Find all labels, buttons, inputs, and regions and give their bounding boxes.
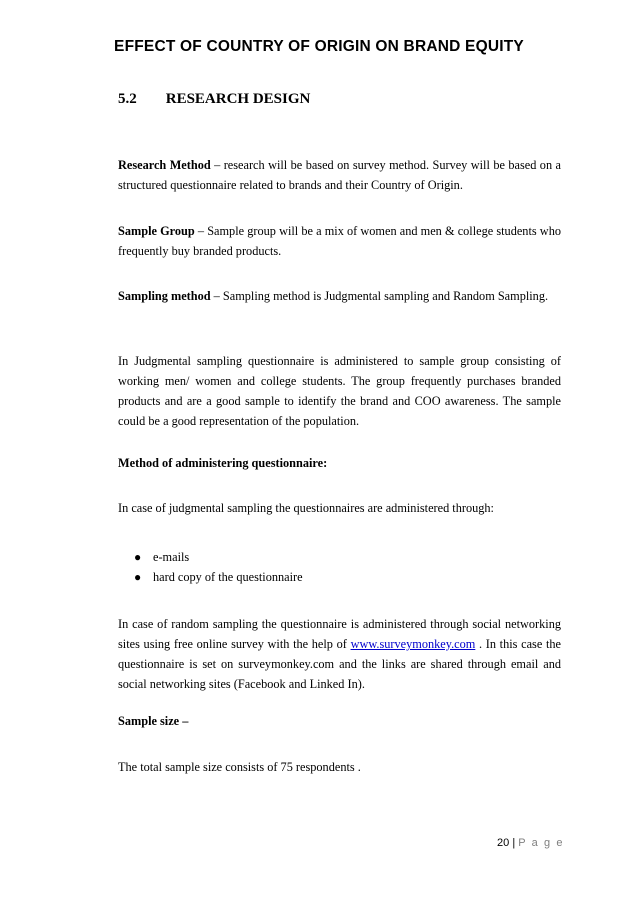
list-item-label: e-mails bbox=[153, 550, 190, 564]
section-title: RESEARCH DESIGN bbox=[165, 91, 311, 107]
section-number: 5.2 bbox=[118, 91, 137, 107]
sample-group-label: Sample Group bbox=[118, 224, 195, 238]
sampling-method-text: – Sampling method is Judgmental sampling and Random Sampling. bbox=[210, 289, 549, 303]
sample-size-label: Sample size – bbox=[118, 714, 189, 728]
administration-list bbox=[118, 547, 548, 587]
random-text-before: In case of random sampling the questionnaire is administered through social networking sites using free online survey with the help of bbox=[118, 617, 561, 651]
bullet-icon: ● bbox=[134, 550, 142, 564]
list-item bbox=[118, 547, 548, 567]
method-heading-label: Method of administering questionnaire: bbox=[118, 456, 328, 470]
sample-group-paragraph bbox=[118, 221, 561, 261]
sample-size-paragraph: The total sample size consists of 75 respondents . bbox=[118, 760, 361, 774]
page-number: 20 bbox=[497, 837, 510, 849]
page-label: P a g e bbox=[518, 837, 565, 849]
research-method-paragraph bbox=[118, 155, 561, 195]
judgmental-sampling-paragraph: In Judgmental sampling questionnaire is administered to sample group consisting of working men/ women and college students. The group frequently purchases branded products and are a good sample to identify the brand and COO awareness. The sample could be a good representation of the population. bbox=[118, 354, 561, 428]
sampling-method-label: Sampling method bbox=[118, 289, 211, 303]
page-footer bbox=[497, 837, 564, 849]
research-method-label: Research Method bbox=[118, 158, 211, 172]
list-item-label: hard copy of the questionnaire bbox=[153, 570, 303, 584]
bullet-icon: ● bbox=[134, 570, 142, 584]
method-heading bbox=[118, 453, 561, 473]
judgmental-case-paragraph: In case of judgmental sampling the questionnaires are administered through: bbox=[118, 501, 494, 515]
sample-size-heading bbox=[118, 711, 561, 731]
section-heading bbox=[118, 91, 310, 108]
surveymonkey-link[interactable]: www.surveymonkey.com bbox=[350, 637, 476, 651]
page-header-title: EFFECT OF COUNTRY OF ORIGIN ON BRAND EQUITY bbox=[114, 38, 524, 55]
sample-group-text: – Sample group will be a mix of women and men & college students who frequently buy branded products. bbox=[118, 224, 561, 258]
list-item bbox=[118, 567, 548, 587]
random-text-after: . In this case the questionnaire is set on surveymonkey.com and the links are shared through email and social networking sites (Facebook and Linked In). bbox=[118, 637, 561, 691]
footer-separator: | bbox=[512, 837, 516, 849]
random-sampling-paragraph bbox=[118, 614, 561, 694]
research-method-text: – research will be based on survey method. Survey will be based on a structured questionnaire related to brands and their Country of Origin. bbox=[118, 158, 561, 192]
sampling-method-paragraph bbox=[118, 286, 561, 306]
